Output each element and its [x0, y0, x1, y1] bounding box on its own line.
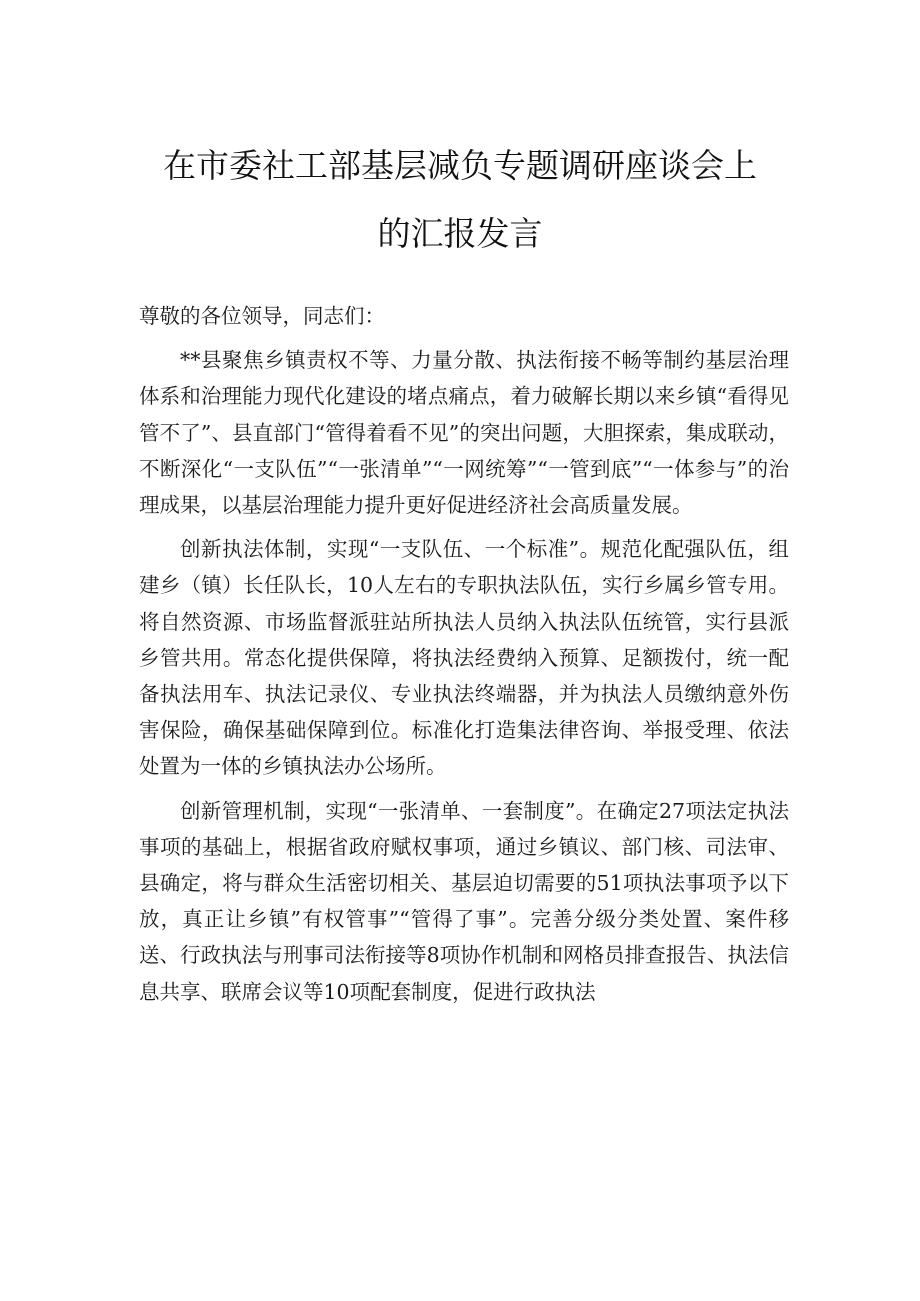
paragraph-enforcement-system: 创新执法体制，实现“一支队伍、一个标准”。规范化配强队伍，组建乡（镇）长任队长，10人左右的专职执法队伍，实行乡属乡管专用。将自然资源、市场监督派驻站所执法人员纳入执法队伍统管，实行县派乡管共用。常态化提供保障，将执法经费纳入预算、足额拨付，统一配备执法用车、执法记录仪、专业执法终端器，并为执法人员缴纳意外伤害保险，确保基础保障到位。标准化打造集法律咨询、举报受理、依法处置为一体的乡镇执法办公场所。 [139, 537, 789, 779]
paragraph-intro: **县聚焦乡镇责权不等、力量分散、执法衔接不畅等制约基层治理体系和治理能力现代化建设的堵点痛点，着力破解长期以来乡镇“看得见管不了”、县直部门“管得着看不见”的突出问题，大胆探索，集成联动，不断深化“一支队伍”“一张清单”“一网统筹”“一管到底”“一体参与”的治理成果，以基层治理能力提升更好促进经济社会高质量发展。 [139, 348, 789, 517]
document-title-line-1: 在市委社工部基层减负专题调研座谈会上 [163, 146, 757, 185]
salutation: 尊敬的各位领导，同志们： [139, 304, 385, 328]
paragraph-management-mechanism: 创新管理机制，实现“一张清单、一套制度”。在确定27项法定执法事项的基础上，根据省政府赋权事项，通过乡镇议、部门核、司法审、县确定，将与群众生活密切相关、基层迫切需要的51项执法事项予以下放，真正让乡镇”有权管事”“管得了事”。完善分级分类处置、案件移送、行政执法与刑事司法衔接等8项协作机制和网格员排查报告、执法信息共享、联席会议等10项配套制度，促进行政执法 [139, 798, 789, 1004]
document-body [139, 298, 789, 1010]
document-title-line-2: 的汇报发言 [377, 214, 543, 253]
